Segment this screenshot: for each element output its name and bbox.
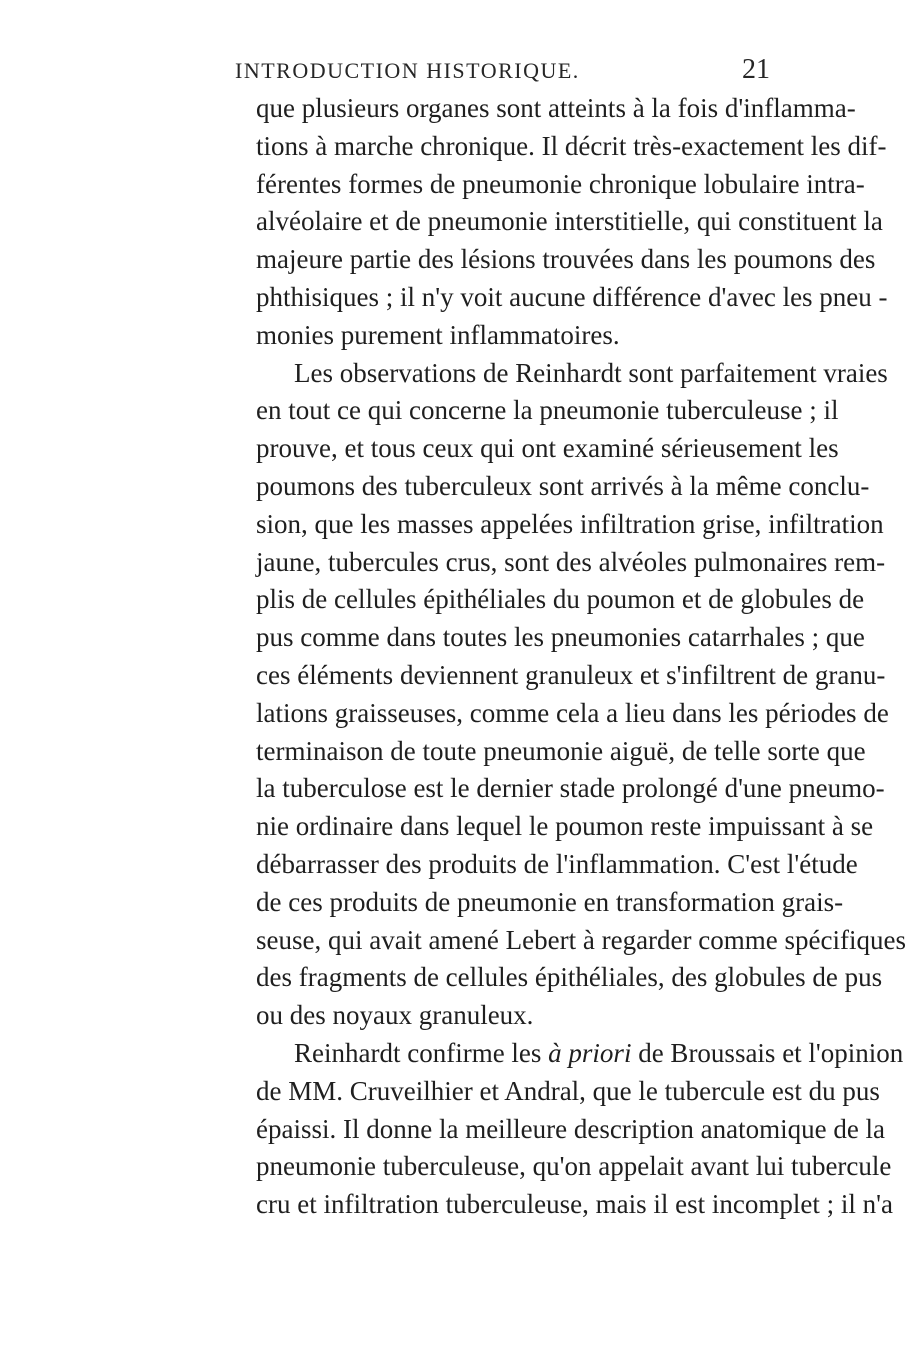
text-line-reinhardt (256, 1035, 904, 1073)
body-text (256, 90, 906, 1224)
text-line: de ces produits de pneumonie en transformation grais- (256, 886, 844, 917)
text-line: terminaison de toute pneumonie aiguë, de telle sorte que (256, 735, 866, 766)
text-line: lations graisseuses, comme cela a lieu dans les périodes de (256, 697, 889, 728)
text-line: ou des noyaux granuleux. (256, 1000, 534, 1031)
text-line: cru et infiltration tuberculeuse, mais il est incomplet ; il n'a (256, 1189, 893, 1220)
text-line: épaissi. Il donne la meilleure description anatomique de la (256, 1113, 886, 1144)
text-span: Reinhardt confirme les (294, 1037, 549, 1068)
text-line: sion, que les masses appelées infiltration grise, infiltration (256, 508, 884, 539)
text-line: nie ordinaire dans lequel le poumon reste impuissant à se (256, 811, 874, 842)
text-line: alvéolaire et de pneumonie interstitielle, qui constituent la (256, 206, 883, 237)
text-line: tions à marche chronique. Il décrit très-exactement les dif- (256, 130, 887, 161)
running-head (0, 56, 800, 92)
text-line: de MM. Cruveilhier et Andral, que le tubercule est du pus (256, 1075, 880, 1106)
italic-term: à priori (548, 1037, 632, 1068)
text-line: des fragments de cellules épithéliales, des globules de pus (256, 962, 883, 993)
text-line: que plusieurs organes sont atteints à la fois d'inflamma- (256, 93, 856, 123)
running-title: INTRODUCTION HISTORIQUE. (235, 58, 580, 83)
text-line: majeure partie des lésions trouvées dans les poumons des (256, 244, 876, 275)
text-line: seuse, qui avait amené Lebert à regarder comme spécifiques (256, 924, 906, 955)
paragraph-lines (256, 1073, 893, 1224)
text-span: de Broussais et l'opinion (631, 1037, 904, 1068)
text-line: Les observations de Reinhardt sont parfaitement vraies (294, 357, 888, 388)
text-line: la tuberculose est le dernier stade prolongé d'une pneumo- (256, 773, 885, 804)
text-line: poumons des tuberculeux sont arrivés à la même conclu- (256, 470, 870, 501)
paragraph-lines (256, 90, 906, 1035)
text-line: pus comme dans toutes les pneumonies catarrhales ; que (256, 622, 865, 653)
page-number: 21 (742, 54, 770, 85)
text-line: férentes formes de pneumonie chronique lobulaire intra- (256, 168, 865, 199)
text-line: débarrasser des produits de l'inflammation. C'est l'étude (256, 848, 858, 879)
text-line: pneumonie tuberculeuse, qu'on appelait avant lui tubercule (256, 1151, 892, 1182)
text-line: en tout ce qui concerne la pneumonie tuberculeuse ; il (256, 395, 839, 426)
text-line: prouve, et tous ceux qui ont examiné sérieusement les (256, 433, 839, 464)
text-line: plis de cellules épithéliales du poumon et de globules de (256, 584, 865, 615)
text-line: jaune, tubercules crus, sont des alvéoles pulmonaires rem- (256, 546, 886, 577)
text-line: phthisiques ; il n'y voit aucune différence d'avec les pneu - (256, 281, 888, 312)
text-line: ces éléments deviennent granuleux et s'infiltrent de granu- (256, 659, 886, 690)
text-line: monies purement inflammatoires. (256, 319, 620, 350)
